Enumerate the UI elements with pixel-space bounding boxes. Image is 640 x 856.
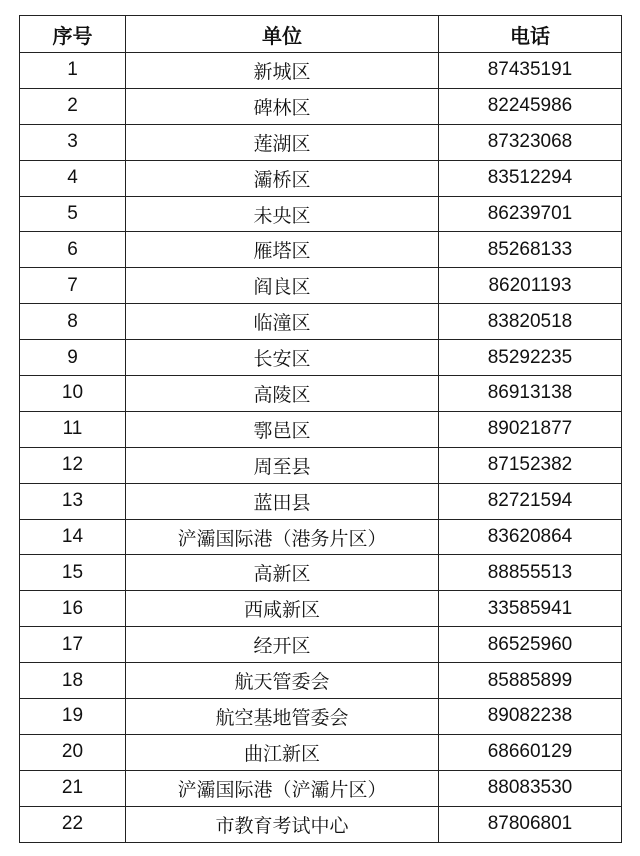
row-unit: 新城区 bbox=[126, 53, 439, 89]
row-index: 2 bbox=[20, 88, 126, 124]
row-unit: 市教育考试中心 bbox=[126, 806, 439, 842]
row-phone: 82721594 bbox=[439, 483, 622, 519]
row-index: 9 bbox=[20, 340, 126, 376]
table-row bbox=[20, 124, 622, 160]
table-row bbox=[20, 663, 622, 699]
row-unit: 阎良区 bbox=[126, 268, 439, 304]
row-unit: 临潼区 bbox=[126, 304, 439, 340]
row-phone: 68660129 bbox=[439, 734, 622, 770]
table-row bbox=[20, 627, 622, 663]
row-phone: 33585941 bbox=[439, 591, 622, 627]
row-unit: 灞桥区 bbox=[126, 160, 439, 196]
table-row bbox=[20, 770, 622, 806]
table-row bbox=[20, 699, 622, 735]
row-phone: 88083530 bbox=[439, 770, 622, 806]
table-row bbox=[20, 519, 622, 555]
row-phone: 86913138 bbox=[439, 376, 622, 412]
row-unit: 高新区 bbox=[126, 555, 439, 591]
row-index: 8 bbox=[20, 304, 126, 340]
row-phone: 83512294 bbox=[439, 160, 622, 196]
row-index: 17 bbox=[20, 627, 126, 663]
table-row bbox=[20, 268, 622, 304]
row-phone: 83820518 bbox=[439, 304, 622, 340]
row-phone: 87435191 bbox=[439, 53, 622, 89]
row-index: 5 bbox=[20, 196, 126, 232]
table-row bbox=[20, 304, 622, 340]
row-index: 13 bbox=[20, 483, 126, 519]
table-row bbox=[20, 53, 622, 89]
row-index: 20 bbox=[20, 734, 126, 770]
row-unit: 航天管委会 bbox=[126, 663, 439, 699]
table-row bbox=[20, 806, 622, 842]
row-phone: 89021877 bbox=[439, 411, 622, 447]
row-index: 10 bbox=[20, 376, 126, 412]
row-phone: 85885899 bbox=[439, 663, 622, 699]
row-index: 12 bbox=[20, 447, 126, 483]
row-phone: 89082238 bbox=[439, 699, 622, 735]
row-unit: 蓝田县 bbox=[126, 483, 439, 519]
row-index: 11 bbox=[20, 411, 126, 447]
header-index: 序号 bbox=[20, 16, 126, 53]
contact-table bbox=[19, 15, 622, 843]
row-unit: 高陵区 bbox=[126, 376, 439, 412]
header-phone: 电话 bbox=[439, 16, 622, 53]
table-row bbox=[20, 734, 622, 770]
row-phone: 86525960 bbox=[439, 627, 622, 663]
row-unit: 碑林区 bbox=[126, 88, 439, 124]
row-unit: 莲湖区 bbox=[126, 124, 439, 160]
row-index: 4 bbox=[20, 160, 126, 196]
row-phone: 87806801 bbox=[439, 806, 622, 842]
row-index: 7 bbox=[20, 268, 126, 304]
row-phone: 82245986 bbox=[439, 88, 622, 124]
table-body bbox=[20, 53, 622, 843]
row-unit: 雁塔区 bbox=[126, 232, 439, 268]
row-phone: 86239701 bbox=[439, 196, 622, 232]
row-unit: 鄠邑区 bbox=[126, 411, 439, 447]
row-phone: 85268133 bbox=[439, 232, 622, 268]
row-index: 19 bbox=[20, 699, 126, 735]
row-unit: 航空基地管委会 bbox=[126, 699, 439, 735]
row-phone: 88855513 bbox=[439, 555, 622, 591]
row-index: 18 bbox=[20, 663, 126, 699]
row-unit: 曲江新区 bbox=[126, 734, 439, 770]
row-unit: 长安区 bbox=[126, 340, 439, 376]
row-index: 14 bbox=[20, 519, 126, 555]
table-row bbox=[20, 376, 622, 412]
table-header-row bbox=[20, 16, 622, 53]
row-index: 1 bbox=[20, 53, 126, 89]
row-index: 16 bbox=[20, 591, 126, 627]
row-index: 3 bbox=[20, 124, 126, 160]
table-row bbox=[20, 555, 622, 591]
table-row bbox=[20, 340, 622, 376]
row-index: 15 bbox=[20, 555, 126, 591]
contact-table-container bbox=[19, 15, 622, 843]
table-row bbox=[20, 232, 622, 268]
table-row bbox=[20, 447, 622, 483]
row-phone: 87152382 bbox=[439, 447, 622, 483]
table-row bbox=[20, 483, 622, 519]
row-unit: 未央区 bbox=[126, 196, 439, 232]
row-phone: 87323068 bbox=[439, 124, 622, 160]
table-row bbox=[20, 160, 622, 196]
row-unit: 西咸新区 bbox=[126, 591, 439, 627]
table-row bbox=[20, 411, 622, 447]
row-unit: 浐灞国际港（港务片区） bbox=[126, 519, 439, 555]
row-index: 22 bbox=[20, 806, 126, 842]
row-phone: 83620864 bbox=[439, 519, 622, 555]
row-unit: 浐灞国际港（浐灞片区） bbox=[126, 770, 439, 806]
header-unit: 单位 bbox=[126, 16, 439, 53]
table-row bbox=[20, 591, 622, 627]
row-index: 6 bbox=[20, 232, 126, 268]
row-phone: 86201193 bbox=[439, 268, 622, 304]
row-unit: 经开区 bbox=[126, 627, 439, 663]
table-row bbox=[20, 196, 622, 232]
row-index: 21 bbox=[20, 770, 126, 806]
row-phone: 85292235 bbox=[439, 340, 622, 376]
row-unit: 周至县 bbox=[126, 447, 439, 483]
table-row bbox=[20, 88, 622, 124]
